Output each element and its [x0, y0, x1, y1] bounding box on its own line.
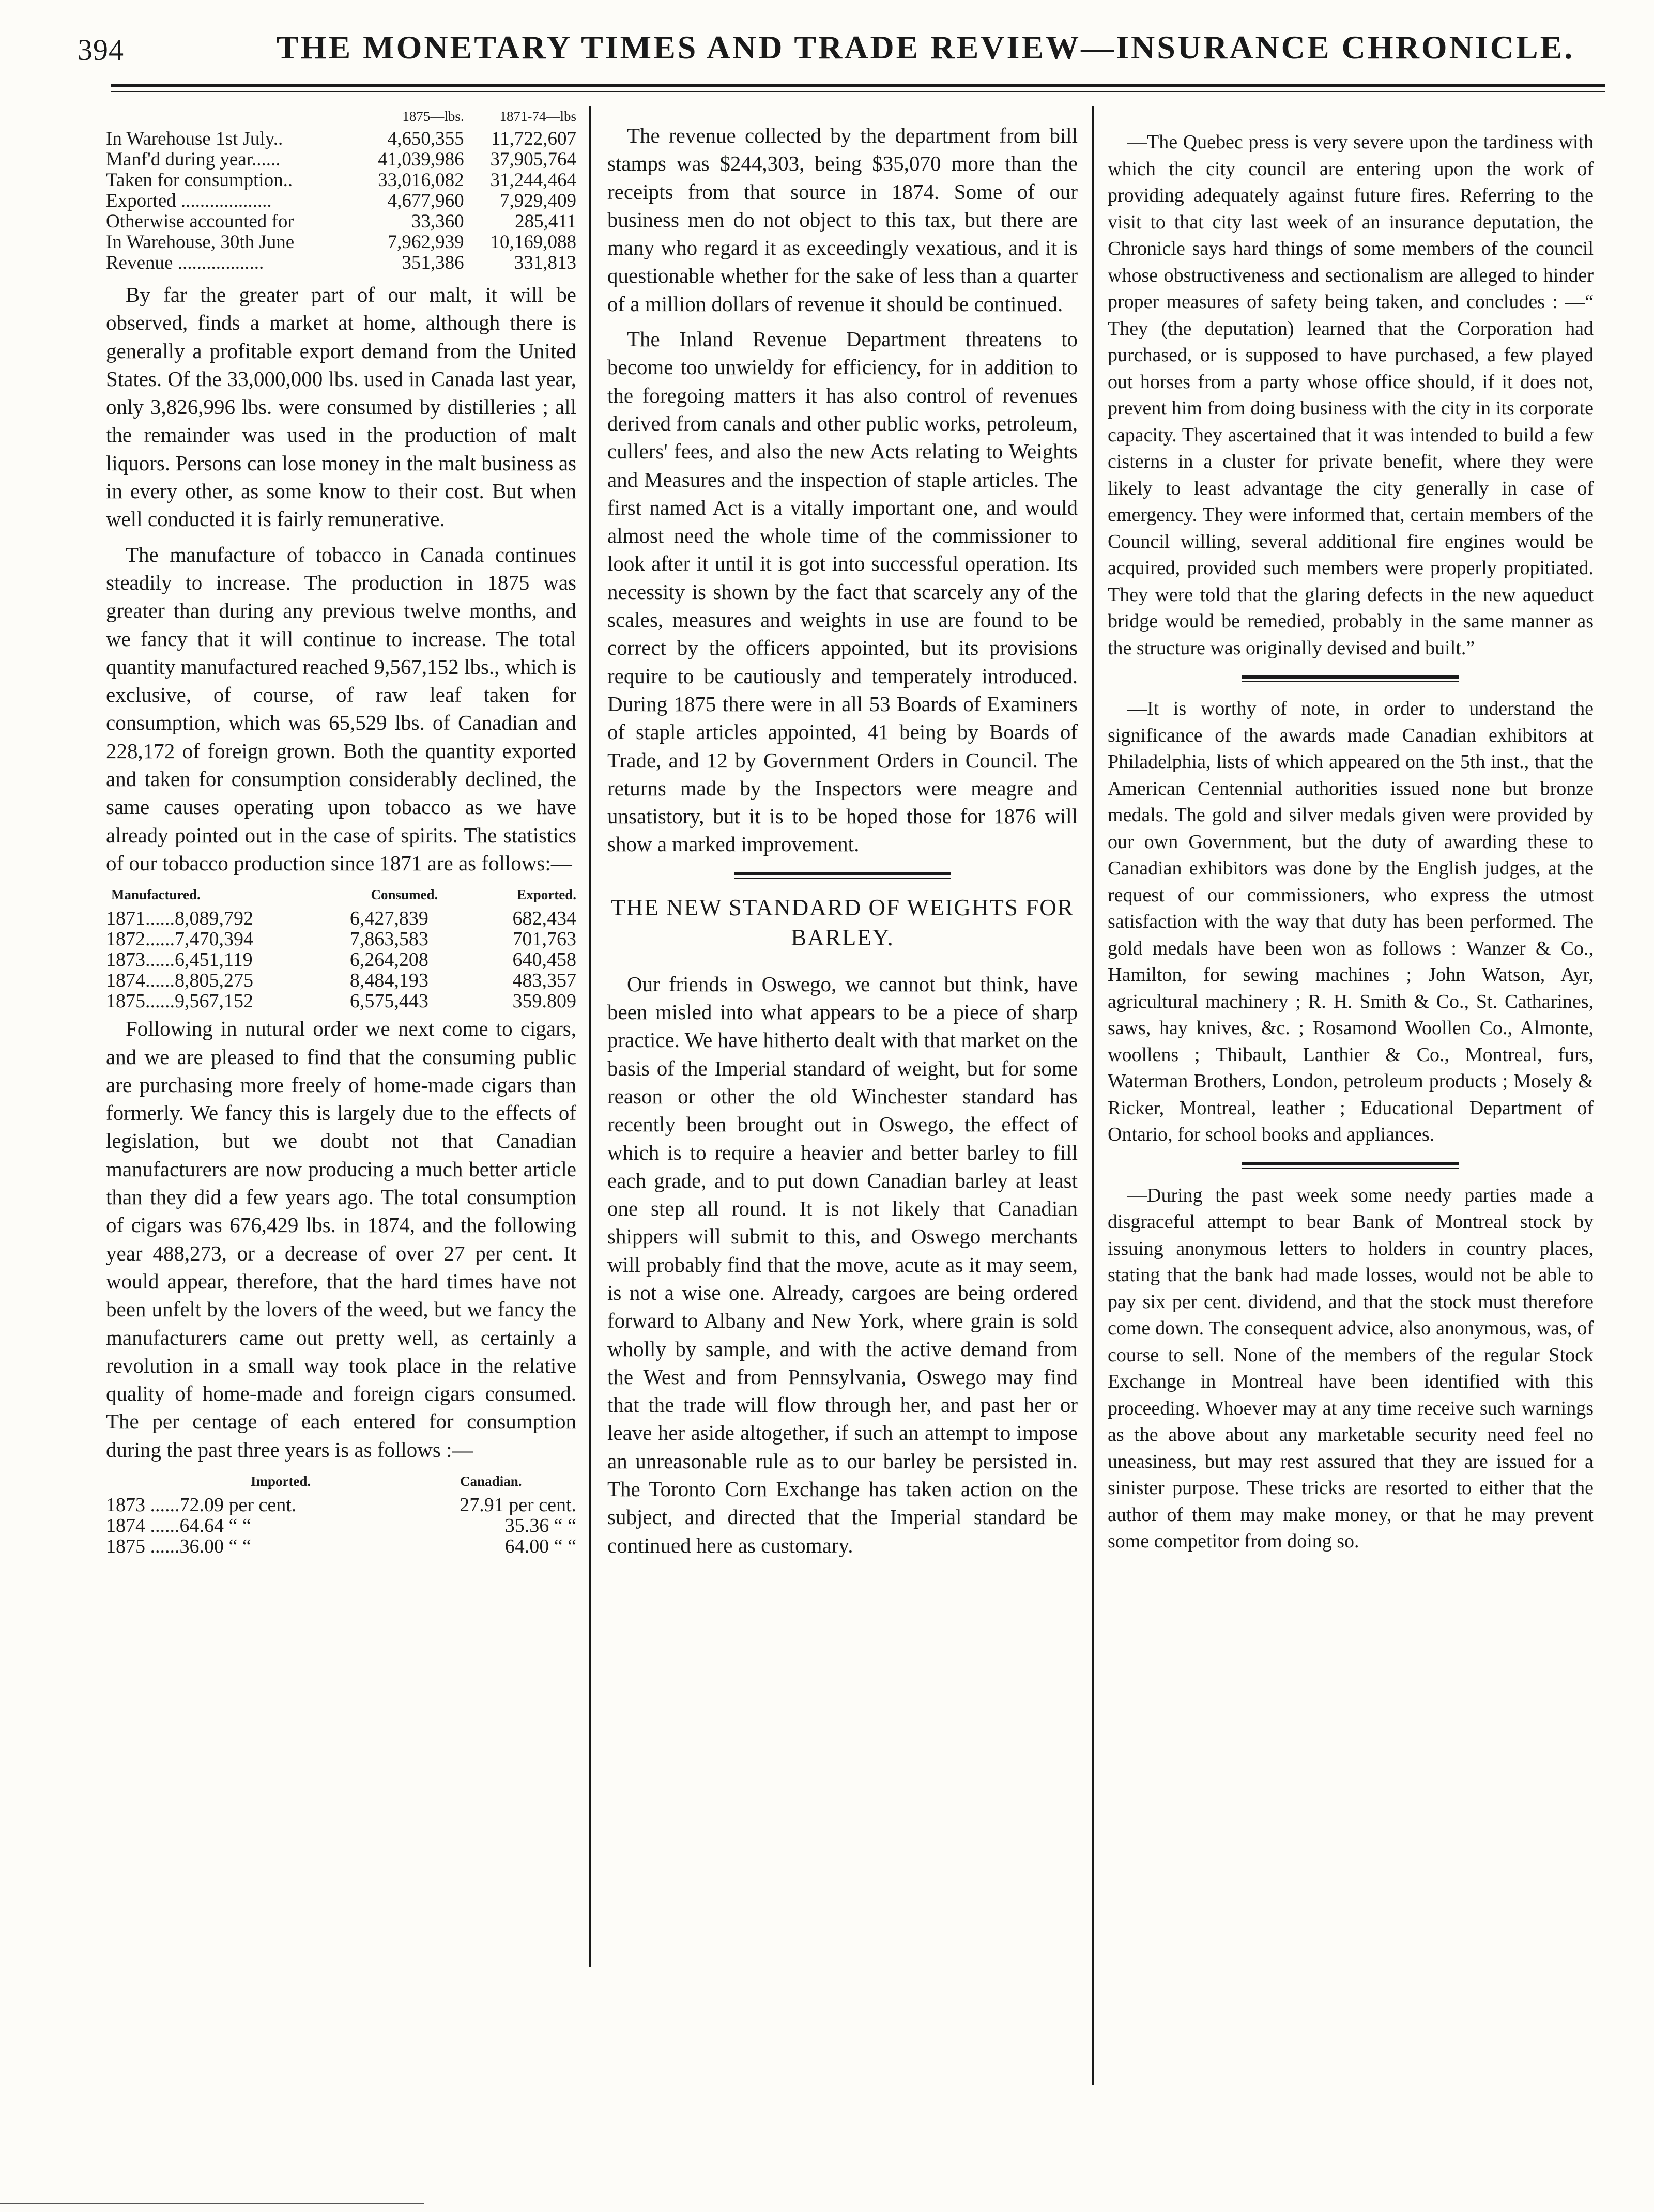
row-label: Exported ................... — [106, 190, 272, 211]
manufactured: 6,451,119 — [175, 949, 253, 971]
value-1871: 31,244,464 — [490, 170, 576, 191]
malt-paragraph: By far the greater part of our malt, it will be observed, finds a market at home, although there is generally a profitable export demand from the United States. Of the 33,000,000 lbs. used in Canada last year, only 3,826,996 lbs. were consumed by distilleries ; all the remainder was used in the production of malt liquors. Persons can lose money in the malt business as in every other, as some know to their cost. But when well conducted it is fairly remunerative. — [106, 283, 576, 531]
cigar-percentage-table — [106, 1471, 576, 1557]
exported: 359.809 — [512, 990, 576, 1012]
manufactured: 8,089,792 — [175, 908, 253, 930]
table-row — [106, 929, 576, 949]
table-row — [106, 1495, 576, 1515]
quebec-fire-paragraph: —The Quebec press is very severe upon the tardiness with which the city council are entering upon the work of providing adequately against future fires. Referring to the visit to that city last week of an insurance deputation, the Chronicle says hard things of some members of the council whose obstructiveness and sectionalism are alleged to hinder proper measures of safety being taken, and concludes : —“ They (the deputation) learned that the Corporation had purchased, or is supposed to have purchased, a few played out horses from a party whose office should, if it does not, prevent him from doing business with the city in its corporate capacity. They ascertained that it was intended to build a few cisterns in a cluster for private benefit, where they were likely to least advantage the city generally in case of emergency. They were informed that, certain members of the Council willing, several additional fire engines would be acquired, provided such members were properly propitiated. They were told that the glaring defects in the new aqueduct bridge would be remedied, probably in the same manner as the structure was originally devised and built.” — [1108, 131, 1594, 659]
year: 1875...... — [106, 990, 175, 1012]
consumed: 8,484,193 — [349, 970, 428, 992]
year: 1874...... — [106, 970, 175, 992]
table-row — [106, 949, 576, 970]
malt-col-header-1871: 1871-74—lbs — [499, 109, 576, 124]
consumed: 6,264,208 — [349, 949, 428, 971]
value-1875: 4,650,355 — [387, 128, 464, 149]
row-label: Revenue .................. — [106, 252, 264, 273]
year: 1871...... — [106, 908, 175, 930]
cigar-header-imported: Imported. — [251, 1473, 311, 1489]
row-label: In Warehouse 1st July.. — [106, 128, 283, 149]
page-number: 394 — [78, 33, 124, 67]
running-title: THE MONETARY TIMES AND TRADE REVIEW—INSURANCE CHRONICLE. — [277, 29, 1575, 66]
column-divider-left — [589, 106, 591, 1967]
consumed: 6,427,839 — [349, 908, 428, 930]
table-row — [106, 232, 576, 253]
table-row — [106, 1536, 576, 1557]
table-row — [106, 991, 576, 1011]
header-rule-thin — [111, 91, 1605, 92]
table-row — [106, 149, 576, 170]
exported: 483,357 — [512, 970, 576, 992]
consumed: 7,863,583 — [349, 928, 428, 950]
year: 1875 ...... — [106, 1535, 180, 1557]
imported: 64.64 “ “ — [179, 1514, 251, 1537]
table-row — [106, 1515, 576, 1536]
table-row — [106, 191, 576, 211]
item-separator — [1242, 1162, 1459, 1169]
malt-statistics-table — [106, 106, 576, 273]
barley-paragraph: Our friends in Oswego, we cannot but think, have been misled into what appears to be a piece of sharp practice. We have hitherto dealt with that market on the basis of the Imperial standard of weight, but for some reason or other the old Winchester standard has recently been brought out in Oswego, the effect of which is to require a heavier and better barley to fill each grade, and to put down Canadian barley at least one step all round. It is not likely that Canadian shippers will submit to this, and Oswego merchants will probably find that the move, acute as it may seem, is not a wise one. Already, cargoes are being ordered forward to Albany and New York, where grain is sold wholly by sample, and with the active demand from the West and from Pennsylvania, Oswego may find that the trade will flow through her, and past her or leave her aside altogether, if such an attempt to impose an unreasonable rule as to our barley be persisted in. The Toronto Corn Exchange has taken action on the subject, and directed that the Imperial standard be continued here as customary. — [607, 972, 1078, 1557]
imported: 72.09 per cent. — [179, 1494, 297, 1516]
value-1875: 41,039,986 — [378, 149, 464, 170]
column-1 — [106, 106, 576, 1560]
consumed: 6,575,443 — [349, 990, 428, 1012]
column-2 — [607, 121, 1078, 1566]
year: 1873...... — [106, 949, 175, 971]
value-1875: 4,677,960 — [387, 190, 464, 211]
row-label: Otherwise accounted for — [106, 211, 294, 232]
exported: 682,434 — [512, 908, 576, 930]
manufactured: 8,805,275 — [175, 970, 253, 992]
table-row — [106, 970, 576, 991]
page-header — [78, 28, 1575, 80]
value-1875: 33,016,082 — [378, 170, 464, 191]
year: 1872...... — [106, 928, 175, 950]
column-divider-right — [1092, 106, 1094, 2085]
exported: 640,458 — [512, 949, 576, 971]
malt-col-header-1875: 1875—lbs. — [402, 109, 464, 124]
bill-stamps-paragraph: The revenue collected by the department from bill stamps was $244,303, being $35,070 more than the receipts from that source in 1874. Some of our business men do not object to this tax, but there are many who regard it as exceedingly vexatious, and it is questionable whether for the sake of less than a quarter of a million dollars of revenue it should be continued. — [607, 124, 1078, 316]
inland-revenue-paragraph: The Inland Revenue Department threatens to become too unwieldy for efficiency, for in addition to the foregoing matters it has also control of revenues derived from canals and other public works, petroleum, cullers' fees, and also the new Acts relating to Weights and Measures and the inspection of staple articles. The first named Act is a vitally important one, and would almost need the whole time of the commissioner to look after it until it is got into successful operation. Its necessity is shown by the fact that scarcely any of the scales, measures and weights in use are found to be correct by the officers appointed, but its provisions require to be cautiously and temperately introduced. During 1875 there were in all 53 Boards of Examiners of staple articles appointed, 41 being by Boards of Trade, and 12 by Government Orders in Council. The returns made by the Inspectors were meagre and unsatistory, but it is to be hoped those for 1876 will show a marked improvement. — [607, 327, 1078, 856]
tobacco-header-exported: Exported. — [517, 887, 576, 903]
column-3 — [1108, 129, 1594, 1562]
canadian: 35.36 “ “ — [504, 1514, 576, 1537]
bank-of-montreal-paragraph: —During the past week some needy parties made a disgraceful attempt to bear Bank of Montreal stock by issuing anonymous letters to holders in country places, stating that the bank had made losses, would not be able to pay six per cent. dividend, and that the stock must therefore come down. The consequent advice, also anonymous, was, of course to sell. None of the members of the regular Stock Exchange in Montreal have been identified with this proceeding. Whoever may at any time receive such warnings as the above about any marketable security need feel no uneasiness, but may rest assured that they are issued for a sinister purpose. These tricks are resorted to either that the author of them may make money, or that he may prevent some competitor from doing so. — [1108, 1184, 1594, 1552]
section-title-barley: THE NEW STANDARD OF WEIGHTS FOR BARLEY. — [611, 894, 1074, 950]
header-rule-thick — [111, 84, 1605, 87]
tobacco-header-consumed: Consumed. — [371, 887, 438, 903]
page-bottom-rule — [0, 2203, 424, 2204]
year: 1873 ...... — [106, 1494, 180, 1516]
table-row — [106, 170, 576, 191]
manufactured: 7,470,394 — [175, 928, 253, 950]
row-label: In Warehouse, 30th June — [106, 232, 295, 253]
table-row — [106, 253, 576, 273]
value-1871: 331,813 — [514, 252, 576, 273]
canadian: 27.91 per cent. — [460, 1494, 576, 1516]
imported: 36.00 “ “ — [179, 1535, 251, 1557]
philadelphia-awards-paragraph: —It is worthy of note, in order to understand the significance of the awards made Canadian exhibitors at Philadelphia, lists of which appeared on the 5th inst., that the American Centennial authorities issued none but bronze medals. The gold and silver medals given were provided by our own Government, but the duty of awarding these to Canadian exhibitors was done by the English judges, at the request of our commissioners, who express the utmost satisfaction with the way that duty has been performed. The gold medals have been won as follows : Wanzer & Co., Hamilton, for sewing machines ; John Watson, Ayr, agricultural machinery ; R. H. Smith & Co., St. Catharines, saws, hay knives, &c. ; Rosamond Woollen Co., Almonte, woollens ; Thibault, Lanthier & Co., Montreal, furs, Waterman Brothers, London, petroleum products ; Mosely & Ricker, Montreal, leather ; Educational Department of Ontario, for school books and appliances. — [1108, 698, 1594, 1145]
value-1871: 37,905,764 — [490, 149, 576, 170]
row-label: Manf'd during year...... — [106, 149, 281, 170]
value-1871: 11,722,607 — [491, 128, 576, 149]
cigar-header-canadian: Canadian. — [460, 1473, 522, 1489]
value-1871: 7,929,409 — [500, 190, 576, 211]
canadian: 64.00 “ “ — [504, 1535, 576, 1557]
manufactured: 9,567,152 — [175, 990, 253, 1012]
section-separator — [734, 872, 951, 879]
tobacco-paragraph: The manufacture of tobacco in Canada continues steadily to increase. The production in 1875 was greater than during any previous twelve months, and we fancy that it will continue to increase. The total quantity manufactured reached 9,567,152 lbs., which is exclusive, of course, of raw leaf taken for consumption, which was 65,529 lbs. of Canadian and 228,172 of foreign grown. Both the quantity exported and taken for consumption considerably declined, the same causes operating upon tobacco as we have already pointed out in the case of spirits. The statistics of our tobacco production since 1871 are as follows:— — [106, 542, 576, 875]
year: 1874 ...... — [106, 1514, 180, 1537]
table-row — [106, 211, 576, 232]
exported: 701,763 — [512, 928, 576, 950]
item-separator — [1242, 675, 1459, 682]
table-row — [106, 908, 576, 929]
value-1871: 10,169,088 — [490, 232, 576, 253]
value-1875: 351,386 — [402, 252, 464, 273]
tobacco-header-manufactured: Manufactured. — [111, 887, 201, 903]
tobacco-statistics-table — [106, 884, 576, 1011]
table-row — [106, 129, 576, 149]
row-label: Taken for consumption.. — [106, 170, 293, 191]
value-1875: 7,962,939 — [387, 232, 464, 253]
value-1875: 33,360 — [411, 211, 464, 232]
value-1871: 285,411 — [515, 211, 576, 232]
cigar-paragraph: Following in nutural order we next come to cigars, and we are pleased to find that the consuming public are purchasing more freely of home-made cigars than formerly. We fancy this is largely due to the effects of legislation, but we doubt not that Canadian manufacturers are now producing a much better article than they did a few years ago. The total consumption of cigars was 676,429 lbs. in 1874, and the following year 488,273, or a decrease of over 27 per cent. It would appear, therefore, that the hard times have not been unfelt by the lovers of the weed, but we fancy the manufacturers came out pretty well, as certainly a revolution in a small way took place in the relative quality of home-made and foreign cigars consumed. The per centage of each entered for consumption during the past three years is as follows :— — [106, 1017, 576, 1462]
